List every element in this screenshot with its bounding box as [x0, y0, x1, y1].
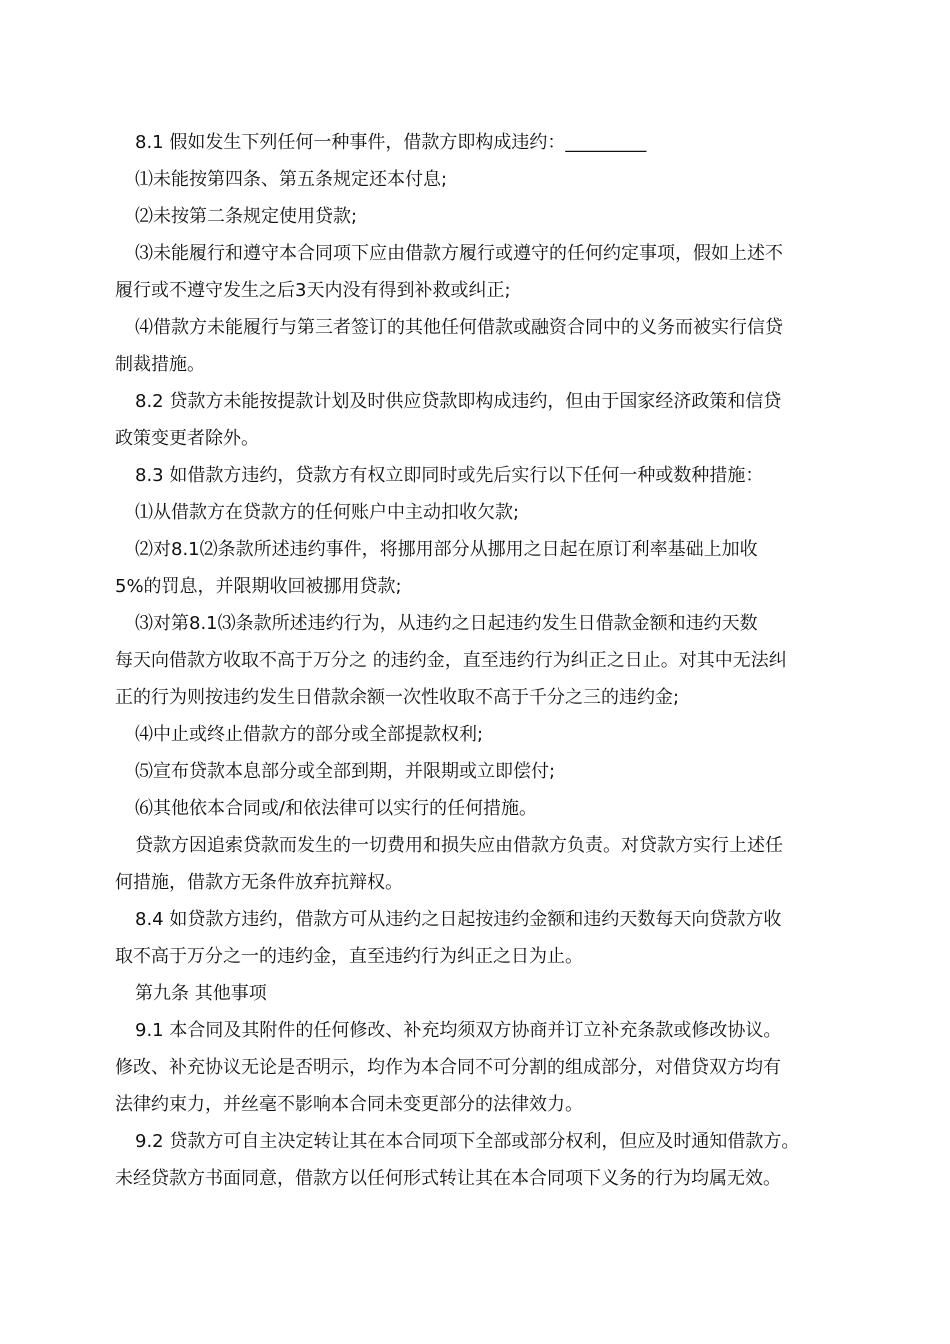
text-line: 制裁措施。 [115, 354, 205, 375]
text-line: 每天向借款方收取不高于万分之 的违约金，直至违约行为纠正之日止。对其中无法纠 [115, 650, 787, 671]
text-line: 5%的罚息，并限期收回被挪用贷款; [115, 576, 402, 597]
text-line: 8.1 假如发生下列任何一种事件，借款方即构成违约：_________ [135, 132, 647, 153]
text-line: ⑶未能履行和遵守本合同项下应由借款方履行或遵守的任何约定事项，假如上述不 [135, 243, 783, 264]
text-line: ⑵未按第二条规定使用贷款; [135, 206, 358, 227]
text-line: ⑴从借款方在贷款方的任何账户中主动扣收欠款; [135, 502, 520, 523]
text-line: 何措施，借款方无条件放弃抗辩权。 [115, 872, 403, 893]
text-line: 9.2 贷款方可自主决定转让其在本合同项下全部或部分权利，但应及时通知借款方。 [135, 1131, 800, 1152]
text-line: ⑵对8.1⑵条款所述违约事件，将挪用部分从挪用之日起在原订利率基础上加收 [135, 539, 758, 560]
text-line: ⑶对第8.1⑶条款所述违约行为，从违约之日起违约发生日借款金额和违约天数 [135, 613, 758, 634]
text-line: 修改、补充协议无论是否明示，均作为本合同不可分割的组成部分，对借贷双方均有 [115, 1057, 781, 1078]
text-line: 未经贷款方书面同意，借款方以任何形式转让其在本合同项下义务的行为均属无效。 [115, 1168, 781, 1189]
text-line: 8.4 如贷款方违约，借款方可从违约之日起按违约金额和违约天数每天向贷款方收 [135, 909, 782, 930]
text-line: ⑷借款方未能履行与第三者签订的其他任何借款或融资合同中的义务而被实行信贷 [135, 317, 783, 338]
text-line: 正的行为则按违约发生日借款余额一次性收取不高于千分之三的违约金; [115, 687, 680, 708]
text-line: 法律约束力，并丝毫不影响本合同未变更部分的法律效力。 [115, 1094, 583, 1115]
text-line: 贷款方因追索贷款而发生的一切费用和损失应由借款方负责。对贷款方实行上述任 [135, 835, 783, 856]
text-line: 8.2 贷款方未能按提款计划及时供应贷款即构成违约，但由于国家经济政策和信贷 [135, 391, 782, 412]
section-heading: 第九条 其他事项 [135, 983, 267, 1004]
text-line: 9.1 本合同及其附件的任何修改、补充均须双方协商并订立补充条款或修改协议。 [135, 1020, 782, 1041]
text-line: 政策变更者除外。 [115, 428, 259, 449]
text-line: ⑴未能按第四条、第五条规定还本付息; [135, 169, 448, 190]
text-line: 履行或不遵守发生之后3天内没有得到补救或纠正; [115, 280, 511, 301]
text-line: 8.3 如借款方违约，贷款方有权立即同时或先后实行以下任何一种或数种措施： [135, 465, 764, 486]
document-body [115, 124, 837, 1197]
text-line: ⑹其他依本合同或/和依法律可以实行的任何措施。 [135, 798, 538, 819]
text-line: ⑸宣布贷款本息部分或全部到期，并限期或立即偿付; [135, 761, 556, 782]
text-line: 取不高于万分之一的违约金，直至违约行为纠正之日为止。 [115, 946, 583, 967]
text-line: ⑷中止或终止借款方的部分或全部提款权利; [135, 724, 484, 745]
